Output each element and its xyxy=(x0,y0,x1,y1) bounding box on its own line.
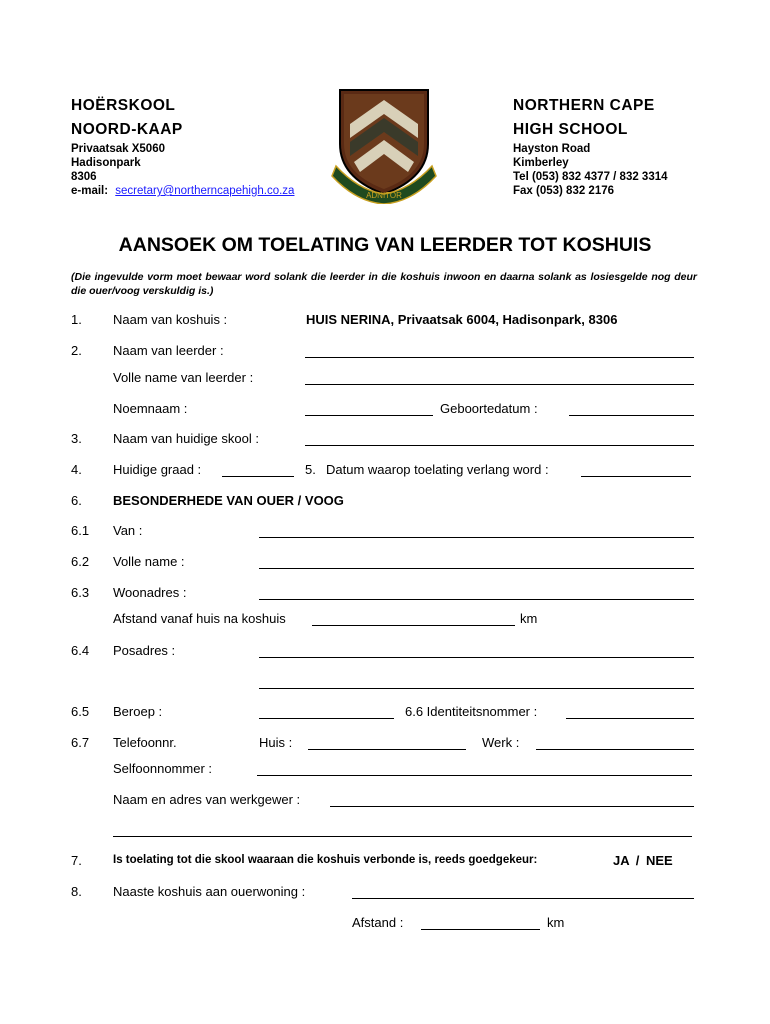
employer-label: Naam en adres van werkgewer : xyxy=(113,792,301,807)
school-name-en-line2: HIGH SCHOOL xyxy=(513,121,628,138)
nickname-label: Noemnaam : xyxy=(113,401,188,416)
admission-date-field[interactable] xyxy=(581,476,691,477)
current-school-label: Naam van huidige skool : xyxy=(113,431,259,446)
email-label: e-mail: xyxy=(71,185,109,197)
home-address-label: Woonadres : xyxy=(113,585,187,600)
distance-label: Afstand vanaf huis na koshuis xyxy=(113,611,286,626)
postal-address-label: Posadres : xyxy=(113,643,176,658)
school-name-en-line1: NORTHERN CAPE xyxy=(513,97,655,114)
nearest-hostel-label: Naaste koshuis aan ouerwoning : xyxy=(113,884,306,899)
occupation-label: Beroep : xyxy=(113,704,163,719)
distance2-label: Afstand : xyxy=(352,915,404,930)
distance2-field[interactable] xyxy=(421,929,540,930)
cellphone-field[interactable] xyxy=(257,775,692,776)
parent-full-names-field[interactable] xyxy=(259,568,694,569)
id-number-label: 6.6 Identiteitsnommer : xyxy=(405,704,538,719)
current-school-field[interactable] xyxy=(305,445,694,446)
item-number-2: 2. xyxy=(71,343,82,358)
phone-label: Telefoonnr. xyxy=(113,735,177,750)
item-number-6-4: 6.4 xyxy=(71,643,90,658)
hostel-name-value: HUIS NERINA, Privaatsak 6004, Hadisonpark, 8306 xyxy=(306,312,618,327)
address-en-line2: Kimberley xyxy=(513,157,569,169)
current-grade-field[interactable] xyxy=(222,476,294,477)
parent-surname-label: Van : xyxy=(113,523,143,538)
address-af-line2: Hadisonpark xyxy=(71,157,141,169)
learner-full-names-label: Volle name van leerder : xyxy=(113,370,254,385)
form-title: AANSOEK OM TOELATING VAN LEERDER TOT KOSHUIS xyxy=(118,234,652,256)
learner-name-field[interactable] xyxy=(305,357,694,358)
postal-address-field-2[interactable] xyxy=(259,688,694,689)
occupation-field[interactable] xyxy=(259,718,394,719)
admission-date-label: Datum waarop toelating verlang word : xyxy=(326,462,549,477)
item-number-8: 8. xyxy=(71,884,82,899)
item-number-6-3: 6.3 xyxy=(71,585,90,600)
nearest-hostel-field[interactable] xyxy=(352,898,694,899)
id-number-field[interactable] xyxy=(566,718,694,719)
parent-details-heading: BESONDERHEDE VAN OUER / VOOG xyxy=(113,493,344,508)
dob-field[interactable] xyxy=(569,415,694,416)
learner-full-names-field[interactable] xyxy=(305,384,694,385)
work-phone-label: Werk : xyxy=(482,735,520,750)
nickname-field[interactable] xyxy=(305,415,433,416)
item-number-1: 1. xyxy=(71,312,82,327)
address-af-line1: Privaatsak X5060 xyxy=(71,143,165,155)
item-number-6-2: 6.2 xyxy=(71,554,90,569)
address-en-line1: Hayston Road xyxy=(513,143,591,155)
work-phone-field[interactable] xyxy=(536,749,694,750)
item-number-6-5: 6.5 xyxy=(71,704,90,719)
address-af-line3: 8306 xyxy=(71,171,97,183)
school-crest xyxy=(328,86,440,204)
item-number-5: 5. xyxy=(305,462,316,477)
employer-field-2[interactable] xyxy=(113,836,692,837)
crest-motto: ADNITOR xyxy=(366,191,402,200)
distance2-unit: km xyxy=(547,915,565,930)
hostel-name-label: Naam van koshuis : xyxy=(113,312,228,327)
email-link[interactable]: secretary@northerncapehigh.co.za xyxy=(115,185,295,197)
item-number-6-7: 6.7 xyxy=(71,735,90,750)
form-note: (Die ingevulde vorm moet bewaar word solank die leerder in die koshuis inwoon en daarna solank as losiesgelde nog deur die ouer/voog verskuldig is.) xyxy=(71,271,697,297)
address-en-tel: Tel (053) 832 4377 / 832 3314 xyxy=(513,171,668,183)
email-row xyxy=(71,184,294,198)
school-name-af-line2: NOORD-KAAP xyxy=(71,121,183,138)
distance-unit: km xyxy=(520,611,538,626)
current-grade-label: Huidige graad : xyxy=(113,462,202,477)
home-address-field[interactable] xyxy=(259,599,694,600)
parent-surname-field[interactable] xyxy=(259,537,694,538)
item-number-3: 3. xyxy=(71,431,82,446)
school-name-af-line1: HOËRSKOOL xyxy=(71,97,176,114)
learner-name-label: Naam van leerder : xyxy=(113,343,224,358)
postal-address-field-1[interactable] xyxy=(259,657,694,658)
employer-field-1[interactable] xyxy=(330,806,694,807)
item-number-6: 6. xyxy=(71,493,82,508)
home-phone-field[interactable] xyxy=(308,749,466,750)
parent-full-names-label: Volle name : xyxy=(113,554,185,569)
item-number-4: 4. xyxy=(71,462,82,477)
address-en-fax: Fax (053) 832 2176 xyxy=(513,185,615,197)
cellphone-label: Selfoonnommer : xyxy=(113,761,212,776)
school-admission-question: Is toelating tot die skool waaraan die koshuis verbonde is, reeds goedgekeur: xyxy=(113,854,538,866)
dob-label: Geboortedatum : xyxy=(440,401,538,416)
home-phone-label: Huis : xyxy=(259,735,293,750)
item-number-6-1: 6.1 xyxy=(71,523,90,538)
distance-field[interactable] xyxy=(312,625,515,626)
yes-no-option[interactable]: JA / NEE xyxy=(613,853,673,868)
item-number-7: 7. xyxy=(71,853,82,868)
